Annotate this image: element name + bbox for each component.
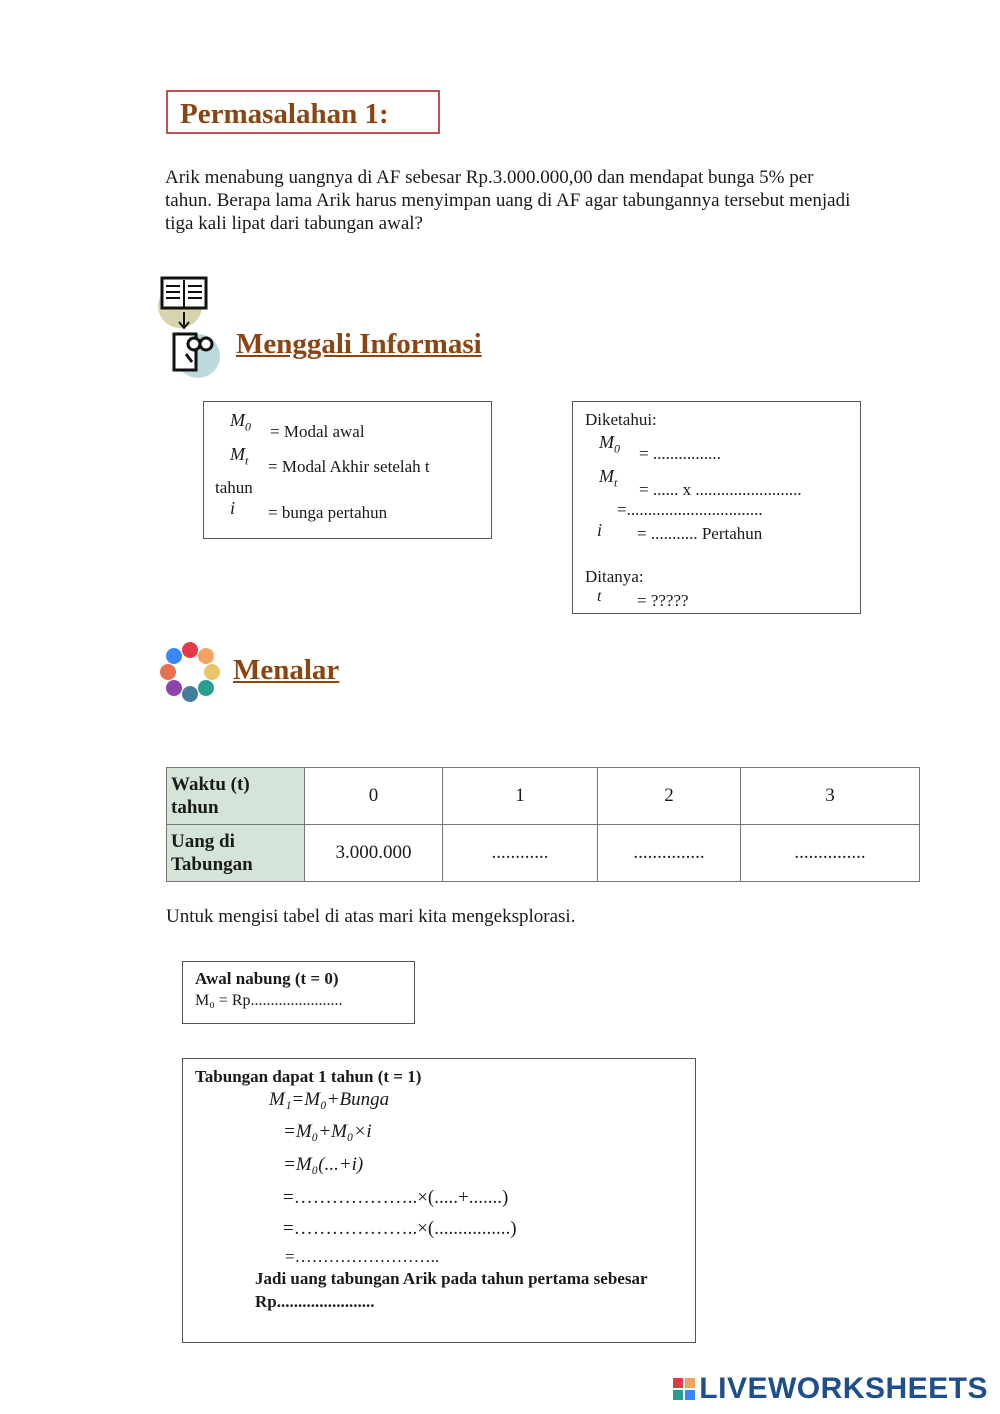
explore-heading: Menggali Informasi [236,328,482,360]
problem-text: Arik menabung uangnya di AF sebesar Rp.3.000.000,00 dan mendapat bunga 5% per tahun. Berapa lama Arik harus menyimpan uang di AF agar tabungannya tersebut menjadi tiga kali lipat dari tabungan awal? [165,167,851,234]
asked-heading: Ditanya: [585,567,644,586]
known-m0-value: = ................ [639,444,721,463]
problem-title-box [166,90,440,134]
table-header-time [167,768,305,825]
table-cell-amount-input[interactable]: ............... [741,825,920,882]
reason-heading: Menalar [233,654,340,686]
mt-definition: = Modal Akhir setelah t [268,457,430,476]
table-cell-time: 1 [443,768,598,825]
brand-name: LIVEWORKSHEETS [699,1372,988,1405]
mt-definition-cont: tahun [215,478,253,497]
year1-conclusion-amount[interactable]: Rp....................... [255,1292,375,1311]
savings-table [166,767,920,882]
table-cell-time: 0 [305,768,443,825]
explore-note: Untuk mengisi tabel di atas mari kita mengeksplorasi. [166,906,576,927]
i-symbol: i [230,498,236,518]
year1-eq4[interactable]: =………………..×(.....+.......) [283,1187,509,1208]
asked-t-symbol: t [597,588,602,605]
asked-t-value: = ????? [637,591,689,610]
table-header-time-a: Waktu (t) [171,774,250,795]
year1-eq1: M₁=M₀+Bunga [269,1089,390,1110]
mt-symbol: $M_t$ [230,444,249,468]
table-cell-amount-input[interactable]: ............... [598,825,741,882]
known-i-symbol: i [597,520,603,540]
table-header-time-b: tahun [171,797,219,818]
table-cell-amount-input[interactable]: ............ [443,825,598,882]
known-mt-value2: =................................ [617,500,763,519]
year1-title: Tabungan dapat 1 tahun (t = 1) [195,1067,422,1086]
year1-eq2: =M₀+M₀×i [283,1121,372,1142]
year1-box [182,1058,696,1343]
year1-eq6[interactable]: =…………………….. [285,1247,440,1266]
table-row [167,768,920,825]
year1-eq5[interactable]: =………………..×(................) [283,1218,517,1239]
table-header-amount [167,825,305,882]
explore-icon [156,272,226,382]
i-definition: = bunga pertahun [268,503,388,522]
reason-icon [156,638,224,706]
table-row [167,825,920,882]
known-i-value: = ........... Pertahun [637,524,763,543]
table-cell-time: 3 [741,768,920,825]
known-m0-symbol: $M_0$ [599,432,620,456]
m0-definition: = Modal awal [270,422,365,441]
table-cell-time: 2 [598,768,741,825]
known-heading: Diketahui: [585,410,657,429]
start-box [182,961,415,1024]
start-box-title: Awal nabung (t = 0) [195,969,339,988]
table-header-amount-b: Tabungan [171,854,253,875]
known-box [572,401,861,614]
definitions-box [203,401,492,539]
year1-eq3[interactable]: =M₀(...+i) [283,1154,364,1175]
liveworksheets-logo [673,1372,988,1406]
problem-title: Permasalahan 1: [180,98,389,130]
table-cell-amount: 3.000.000 [305,825,443,882]
table-header-amount-a: Uang di [171,831,235,852]
known-mt-symbol: $M_t$ [599,466,618,490]
logo-icon [673,1378,695,1400]
start-box-line[interactable]: M₀ = Rp....................... [195,992,343,1009]
m0-symbol: $M_0$ [230,410,251,434]
known-mt-value: = ...... x ......................... [639,480,802,499]
year1-conclusion: Jadi uang tabungan Arik pada tahun pertama sebesar [255,1269,648,1288]
